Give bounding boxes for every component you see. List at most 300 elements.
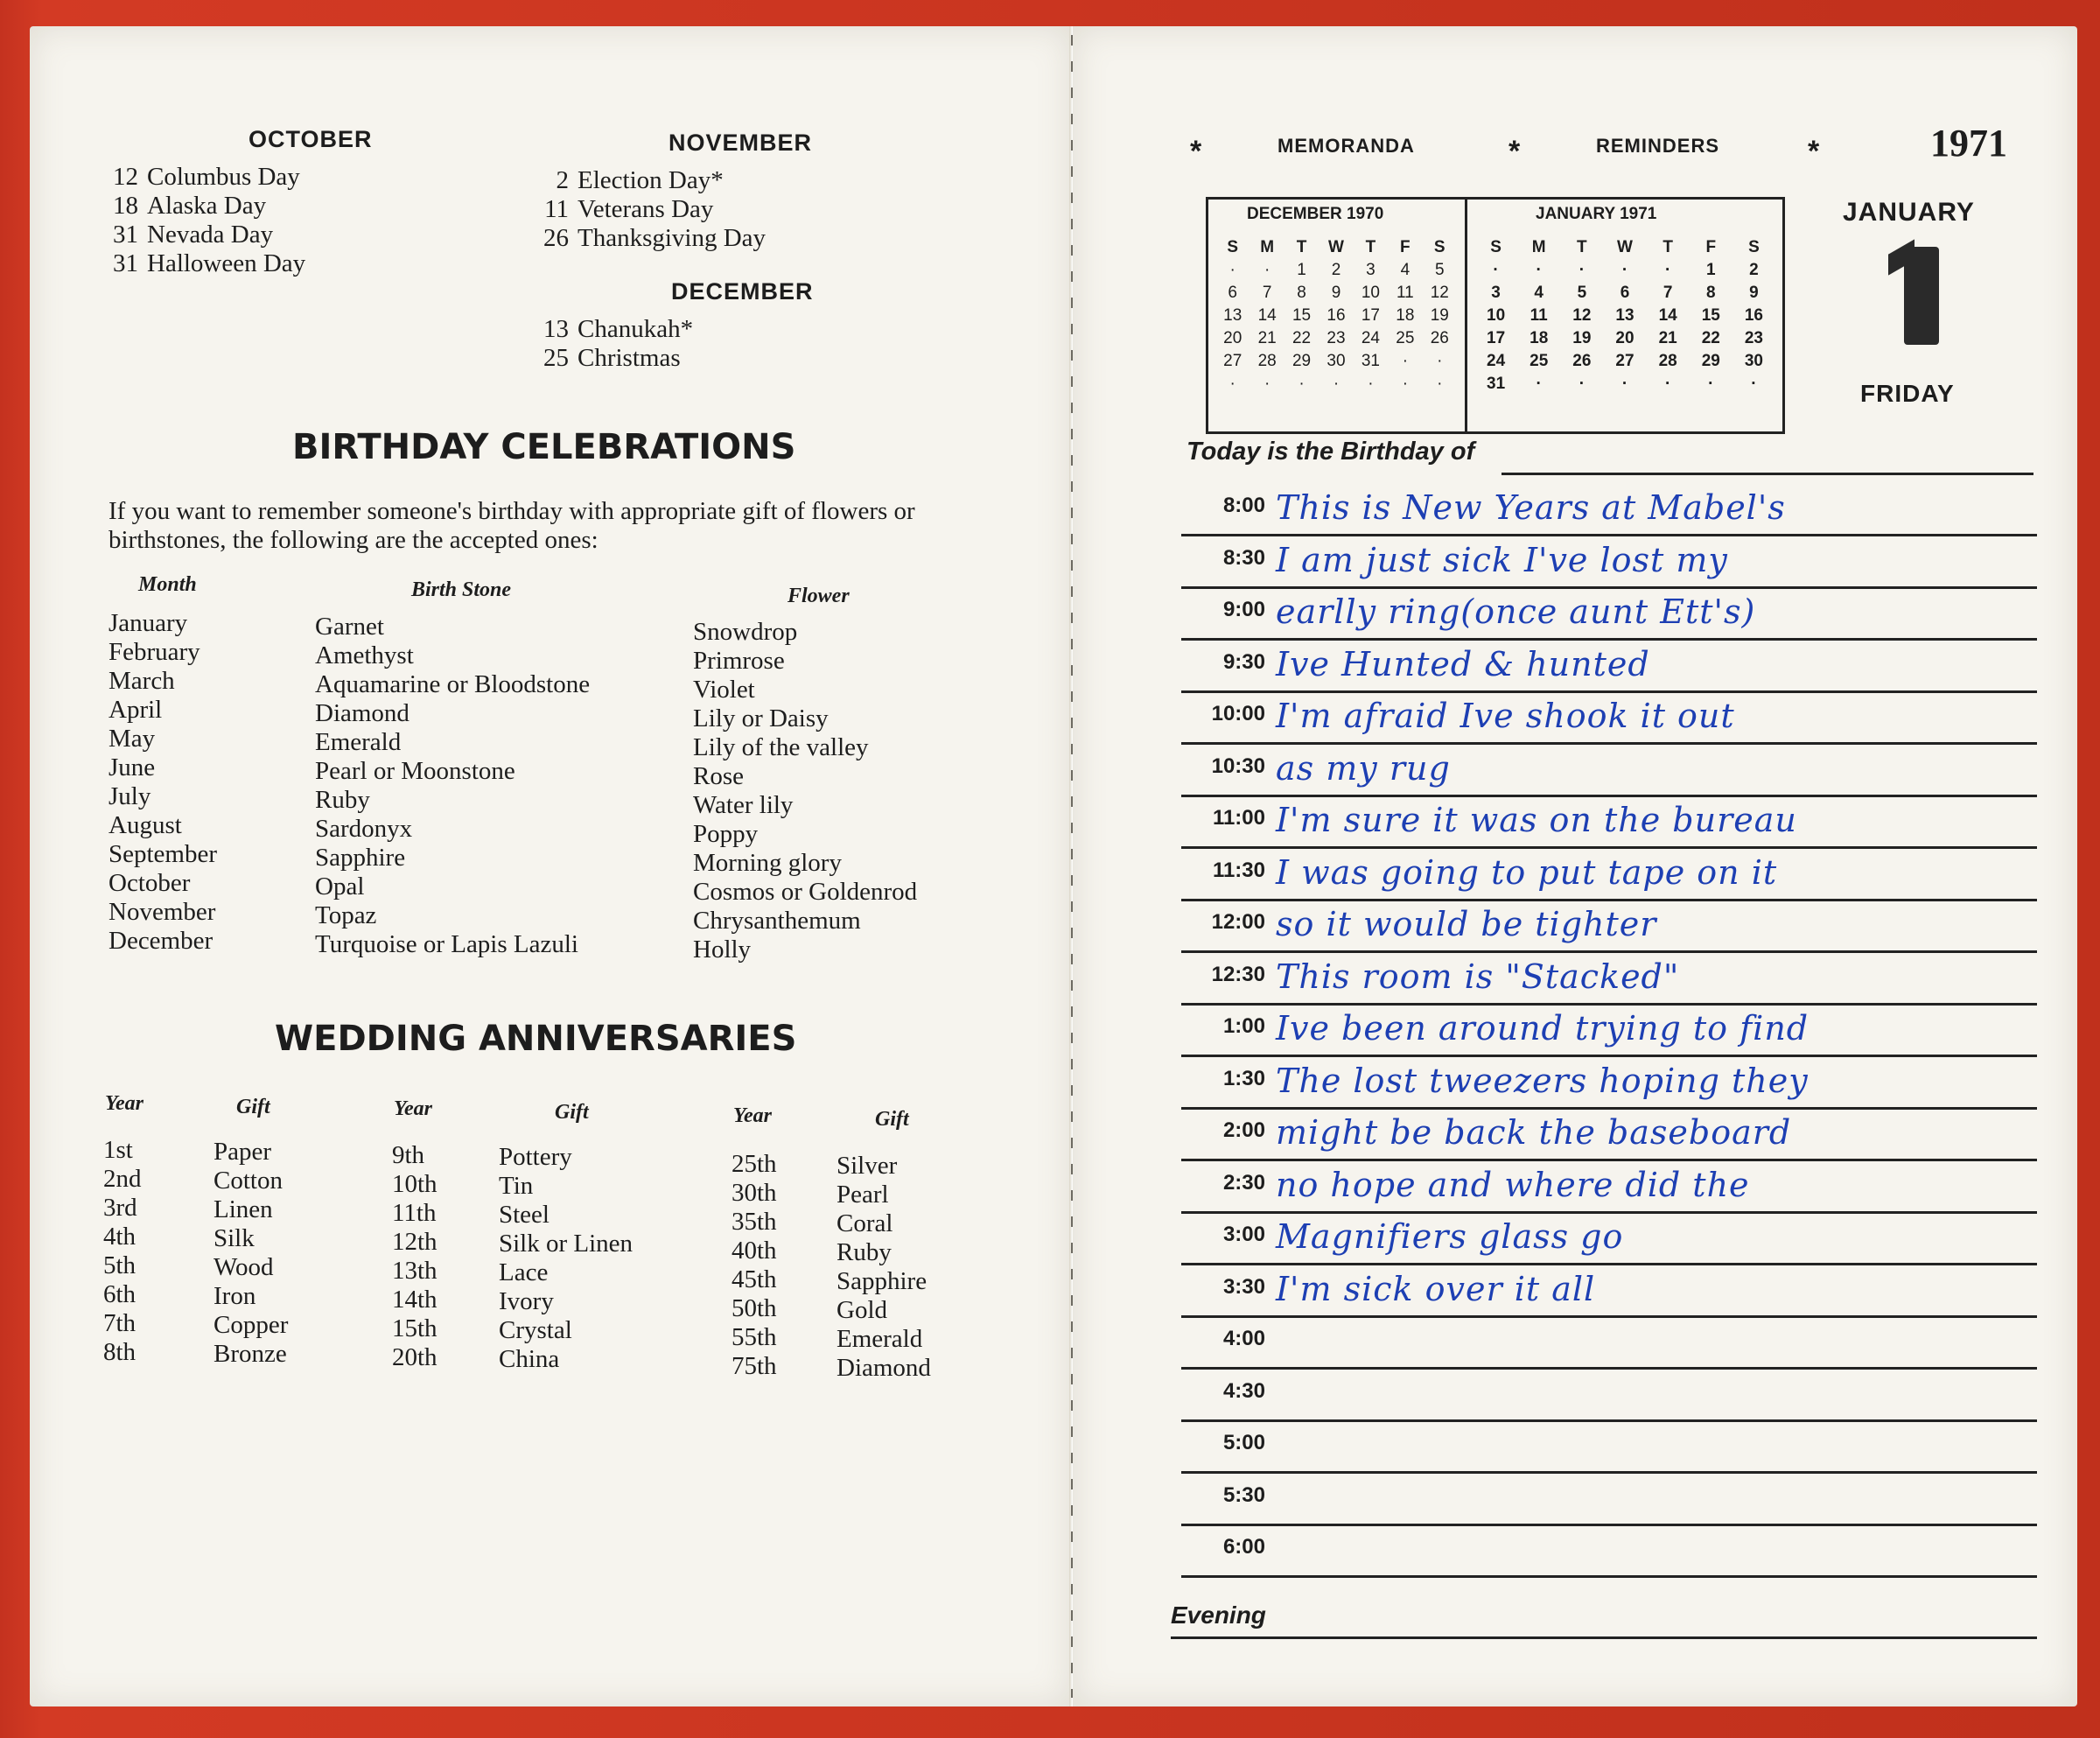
flower-item: Primrose [693,647,785,675]
time-slot[interactable] [1181,1422,2037,1474]
weekday-header: T [1296,238,1307,256]
november-holiday-list [528,166,766,253]
calendar-day: 23 [1326,329,1346,347]
holiday-day: 31 [113,249,138,277]
anniversary-gift: Cotton [214,1167,283,1195]
time-label: 4:30 [1222,1378,1265,1403]
calendar-day: 2 [1331,261,1341,279]
birthday-intro: If you want to remember someone's birthday with appropriate gift of flowers or birthstones, the following are the accepted ones: [108,497,915,554]
time-label: 12:30 [1211,962,1265,986]
birthday-celebrations-title: BIRTHDAY CELEBRATIONS [292,427,796,467]
holiday-day: 13 [543,315,569,343]
weekday-header: T [1662,238,1673,256]
anniversary-gift: Wood [214,1253,274,1281]
anniversary-gift: Silver [836,1152,898,1180]
birth-stone-item: Pearl or Moonstone [315,757,515,785]
calendar-day: 8 [1297,284,1306,302]
time-slot[interactable] [1181,693,2037,745]
calendar-divider [1465,200,1467,431]
gift-header-2: Gift [555,1101,589,1124]
flower-item: Violet [693,676,755,704]
anniversary-year: 4th [103,1223,136,1251]
handwritten-note: I am just sick I've lost my [1276,540,1728,579]
calendar-day: · [1437,375,1443,393]
birth-stone-item: Diamond [315,699,410,727]
anniversary-gift: Gold [836,1296,887,1324]
calendar-day: 14 [1257,306,1277,325]
holiday-name: Columbus Day [147,163,300,191]
entry-line [1181,1575,2037,1578]
holiday-day: 2 [556,166,569,194]
calendar-day: · [1264,261,1270,279]
time-label: 4:00 [1222,1327,1265,1350]
calendar-day: 18 [1396,306,1415,325]
holiday-name: Chanukah* [578,315,694,343]
calendar-day: 5 [1577,284,1587,302]
birth-stone-header: Birth Stone [411,578,512,601]
anniversary-year: 13th [392,1257,438,1285]
handwritten-note: earlly ring(once aunt Ett's) [1276,592,1756,631]
calendar-day: 3 [1366,261,1376,279]
holiday-name: Nevada Day [147,221,274,249]
calendar-day: 7 [1262,284,1272,302]
anniversary-gift: Sapphire [836,1267,928,1295]
anniversary-year: 3rd [103,1194,137,1222]
anniversary-gift: Paper [214,1138,272,1166]
header-star-2: * [1508,135,1522,168]
holiday-row [98,192,305,221]
month-item: April [108,696,163,724]
flower-item: Holly [693,936,752,964]
handwritten-note: This room is "Stacked" [1276,957,1680,996]
calendar-day: 17 [1361,306,1380,325]
calendar-day: · [1536,375,1542,393]
flower-item: Snowdrop [693,618,798,646]
birth-stone-item: Sardonyx [315,815,413,843]
anniversary-year: 8th [103,1338,136,1366]
time-slot[interactable] [1181,1526,2037,1578]
month-item: October [108,869,191,897]
december-1970-title: DECEMBER 1970 [1247,205,1384,223]
holiday-name: Halloween Day [147,249,306,277]
month-item: June [108,753,156,781]
anniversary-year: 50th [732,1294,777,1322]
right-page [1073,26,2077,1706]
anniversary-gift: Crystal [499,1316,572,1344]
december-1970-grid [1215,236,1457,396]
time-label: 11:30 [1212,858,1265,882]
calendar-day: · [1664,261,1671,279]
month-item: December [108,927,214,955]
time-slot[interactable] [1181,1110,2037,1161]
holiday-row [98,163,305,192]
calendar-day: · [1264,375,1270,393]
calendar-day: 16 [1744,306,1763,325]
calendar-day: 9 [1749,284,1759,302]
time-slot[interactable] [1181,641,2037,693]
handwritten-note: I'm sure it was on the bureau [1276,801,1797,839]
calendar-day: 7 [1662,284,1673,302]
birth-stone-item: Amethyst [315,641,414,669]
calendar-day: · [1621,375,1628,393]
time-slot[interactable] [1181,1058,2037,1110]
calendar-day: · [1621,261,1628,279]
calendar-day: · [1578,261,1586,279]
month-list [108,609,217,956]
calendar-day: 30 [1744,352,1763,370]
weekday-header: W [1328,238,1344,256]
calendar-day: 27 [1615,352,1634,370]
calendar-day: 25 [1530,352,1549,370]
holiday-row [528,344,693,373]
time-label: 2:30 [1222,1170,1265,1195]
calendar-day: 22 [1292,329,1312,347]
anniversary-gift: Diamond [836,1354,931,1382]
calendar-day: 1 [1705,261,1716,279]
anniversary-gift: Emerald [836,1325,923,1353]
weekday-header: S [1227,238,1239,256]
holiday-row [98,249,305,278]
flower-list [693,618,917,964]
time-slot[interactable] [1181,1006,2037,1057]
handwritten-note: so it would be tighter [1276,905,1657,943]
calendar-day: 11 [1396,284,1414,302]
gift-header-1: Gift [236,1096,270,1118]
flower-item: Morning glory [693,849,842,877]
flower-header: Flower [788,585,850,607]
anniversary-year: 5th [103,1251,136,1279]
calendar-day: 29 [1701,352,1720,370]
anniversary-gifts-2 [499,1143,633,1374]
anniversary-gift: Steel [499,1201,550,1229]
anniversary-gift: Tin [499,1172,534,1200]
calendar-day: · [1751,375,1757,393]
holiday-day: 12 [113,163,138,191]
mini-calendars [1206,197,1785,434]
anniversary-year: 12th [392,1228,438,1256]
holiday-day: 31 [113,221,138,249]
calendar-day: · [1664,375,1671,393]
calendar-day: 19 [1430,306,1449,325]
calendar-day: 23 [1744,329,1763,347]
calendar-day: 15 [1701,306,1720,325]
handwritten-note: no hope and where did the [1276,1165,1750,1204]
time-slot[interactable] [1181,537,2037,589]
calendar-day: 6 [1228,284,1237,302]
calendar-day: · [1578,375,1586,393]
header-star-1: * [1190,135,1203,168]
anniversary-year: 1st [103,1136,133,1164]
january-1971-title: JANUARY 1971 [1536,205,1657,223]
birth-stone-item: Topaz [315,901,377,929]
handwritten-note: Ive been around trying to find [1276,1009,1810,1048]
time-label: 9:00 [1222,598,1265,621]
time-label: 9:30 [1222,649,1265,674]
time-label: 1:30 [1222,1066,1265,1090]
time-slot[interactable] [1181,850,2037,901]
calendar-day: 31 [1487,375,1506,393]
anniversary-years-3 [732,1150,777,1381]
handwritten-note: Magnifiers glass go [1276,1217,1624,1256]
anniversary-years-2 [392,1141,438,1372]
wedding-anniversaries-title: WEDDING ANNIVERSARIES [275,1019,797,1059]
calendar-day: 4 [1400,261,1410,279]
time-slot[interactable] [1181,1370,2037,1422]
evening-label: Evening [1171,1601,1266,1629]
anniversary-year: 55th [732,1323,777,1351]
november-heading: NOVEMBER [668,130,813,156]
calendar-day: 28 [1257,352,1277,370]
calendar-day: 14 [1658,306,1677,325]
calendar-day: 19 [1572,329,1592,347]
current-weekday: FRIDAY [1860,380,1955,407]
calendar-day: 28 [1658,352,1677,370]
flower-item: Poppy [693,820,759,848]
time-slot[interactable] [1181,1162,2037,1214]
calendar-day: · [1708,375,1714,393]
calendar-day: 2 [1749,261,1759,279]
anniversary-gift: Bronze [214,1340,287,1368]
anniversary-gift: Lace [499,1258,549,1286]
header-star-3: * [1808,135,1821,168]
anniversary-gift: Linen [214,1195,273,1223]
month-item: January [108,609,188,637]
time-slot[interactable] [1181,746,2037,797]
current-month: JANUARY [1843,198,1975,227]
holiday-row [98,221,305,249]
calendar-day: 12 [1572,306,1592,325]
anniversary-year: 6th [103,1280,136,1308]
birth-stone-item: Garnet [315,613,384,641]
calendar-day: · [1536,261,1542,279]
holiday-day: 18 [113,192,138,220]
month-header: Month [138,573,197,596]
day-number-graphic [1904,247,1939,345]
year-header-2: Year [394,1097,432,1120]
month-item: May [108,725,156,753]
calendar-day: 24 [1361,329,1380,347]
anniversary-year: 30th [732,1179,777,1207]
handwritten-note: Ive Hunted & hunted [1276,644,1650,683]
anniversary-gift: Silk or Linen [499,1230,634,1258]
december-holiday-list [528,315,693,373]
birthday-label: Today is the Birthday of [1186,438,1475,466]
anniversary-gift: Ivory [499,1287,554,1315]
birth-stone-item: Ruby [315,786,370,814]
anniversary-year: 9th [392,1141,425,1169]
holiday-name: Veterans Day [578,195,714,223]
holiday-row [528,195,766,224]
time-label: 6:00 [1222,1535,1265,1559]
calendar-day: · [1493,261,1499,279]
holiday-day: 25 [543,344,569,372]
time-label: 8:00 [1222,494,1265,517]
handwritten-note: The lost tweezers hoping they [1276,1061,1809,1100]
calendar-day: 20 [1223,329,1242,347]
time-label: 5:00 [1222,1431,1265,1454]
time-label: 5:30 [1222,1482,1265,1507]
time-label: 11:00 [1212,806,1265,830]
anniversary-year: 40th [732,1237,777,1265]
birthday-entry-line[interactable] [1502,473,2034,475]
calendar-day: 21 [1257,329,1277,347]
flower-item: Lily of the valley [693,733,869,761]
calendar-day: 22 [1701,329,1720,347]
calendar-day: 26 [1430,329,1449,347]
evening-entry-line[interactable] [1171,1636,2037,1639]
time-slot[interactable] [1181,1318,2037,1370]
calendar-day: · [1437,352,1443,370]
month-item: November [108,898,216,926]
calendar-day: 8 [1705,284,1716,302]
calendar-day: 1 [1297,261,1306,279]
handwritten-note: as my rug [1276,748,1451,788]
anniversary-gift: Coral [836,1209,893,1237]
holiday-name: Christmas [578,344,681,372]
birth-stone-item: Emerald [315,728,402,756]
birth-stone-item: Sapphire [315,844,406,872]
time-label: 10:30 [1211,753,1265,778]
anniversary-year: 20th [392,1343,438,1371]
time-label: 2:00 [1222,1118,1265,1142]
calendar-day: 13 [1223,306,1242,325]
calendar-day: 10 [1487,306,1506,325]
time-slot[interactable] [1181,589,2037,641]
anniversary-year: 11th [392,1199,437,1227]
calendar-day: 20 [1615,329,1634,347]
holiday-name: Election Day* [578,166,724,194]
anniversary-year: 15th [392,1314,438,1342]
month-item: September [108,840,218,868]
weekday-header: S [1748,238,1760,256]
december-heading: DECEMBER [671,278,814,305]
anniversary-year: 7th [103,1309,136,1337]
holiday-day: 26 [543,224,569,252]
holiday-name: Alaska Day [147,192,267,220]
calendar-day: 27 [1223,352,1242,370]
calendar-day: 9 [1331,284,1341,302]
calendar-day: 24 [1487,352,1506,370]
anniversary-gifts-3 [836,1152,931,1383]
calendar-day: 5 [1434,261,1445,279]
calendar-day: 11 [1530,306,1548,325]
weekday-header: F [1400,238,1410,256]
calendar-day: 17 [1487,329,1506,347]
calendar-day: 15 [1292,306,1312,325]
flower-item: Water lily [693,791,794,819]
holiday-row [528,166,766,195]
memoranda-label: MEMORANDA [1278,135,1415,157]
time-label: 10:00 [1211,702,1265,725]
weekday-header: M [1531,238,1546,256]
weekday-header: T [1577,238,1587,256]
anniversary-gift: Iron [214,1282,256,1310]
calendar-day: · [1402,352,1409,370]
anniversary-gifts-1 [214,1138,288,1369]
birth-stone-item: Turquoise or Lapis Lazuli [315,930,578,958]
flower-item: Rose [693,762,744,790]
calendar-day: · [1333,375,1340,393]
calendar-day: 4 [1534,284,1544,302]
time-label: 3:30 [1222,1274,1265,1299]
handwritten-note: I'm afraid Ive shook it out [1276,697,1735,735]
time-slot[interactable] [1181,1214,2037,1265]
flower-item: Cosmos or Goldenrod [693,878,918,906]
weekday-header: S [1490,238,1502,256]
calendar-day: · [1229,375,1236,393]
flower-item: Chrysanthemum [693,907,861,935]
calendar-day: · [1298,375,1305,393]
time-label: 3:00 [1222,1223,1265,1246]
handwritten-note: I was going to put tape on it [1276,852,1778,892]
calendar-day: · [1229,261,1236,279]
calendar-day: 21 [1658,329,1677,347]
time-label: 1:00 [1222,1014,1265,1038]
calendar-day: 25 [1396,329,1415,347]
anniversary-year: 35th [732,1208,777,1236]
calendar-day: 31 [1361,352,1380,370]
handwritten-note: might be back the baseboard [1276,1113,1792,1152]
anniversary-year: 2nd [103,1165,142,1193]
time-slot[interactable] [1181,485,2037,536]
gift-header-3: Gift [875,1108,909,1131]
month-item: February [108,638,200,666]
calendar-day: 3 [1491,284,1501,302]
calendar-day: 6 [1620,284,1630,302]
time-slot[interactable] [1181,1475,2037,1526]
january-1971-grid [1474,236,1775,396]
anniversary-years-1 [103,1136,142,1367]
time-label: 8:30 [1222,545,1265,570]
calendar-day: 26 [1572,352,1592,370]
october-heading: OCTOBER [248,126,373,152]
october-holiday-list [98,163,305,278]
birth-stone-item: Opal [315,873,365,901]
holiday-day: 11 [544,195,569,223]
time-slot[interactable] [1181,954,2037,1006]
calendar-day: · [1402,375,1409,393]
weekday-header: T [1365,238,1376,256]
anniversary-gift: China [499,1345,560,1373]
time-slot[interactable] [1181,901,2037,953]
flower-item: Lily or Daisy [693,704,829,732]
anniversary-year: 75th [732,1352,777,1380]
calendar-day: 13 [1615,306,1634,325]
birth-stone-item: Aquamarine or Bloodstone [315,670,591,698]
month-item: March [108,667,175,695]
birth-stone-list [315,613,590,959]
month-item: July [108,782,151,810]
time-slot[interactable] [1181,1266,2037,1318]
year-header-1: Year [105,1092,144,1115]
year-label: 1971 [1930,122,2007,165]
year-header-3: Year [733,1104,772,1127]
calendar-day: 12 [1430,284,1449,302]
anniversary-gift: Copper [214,1311,289,1339]
handwritten-note: This is New Years at Mabel's [1276,488,1786,527]
time-label: 12:00 [1211,910,1265,934]
anniversary-year: 10th [392,1170,438,1198]
calendar-day: 10 [1361,284,1380,302]
calendar-day: · [1368,375,1374,393]
holiday-name: Thanksgiving Day [578,224,766,252]
time-slot[interactable] [1181,797,2037,849]
anniversary-year: 25th [732,1150,777,1178]
left-page [30,26,1071,1706]
calendar-day: 16 [1326,306,1346,325]
anniversary-year: 45th [732,1265,777,1293]
reminders-label: REMINDERS [1596,135,1720,157]
